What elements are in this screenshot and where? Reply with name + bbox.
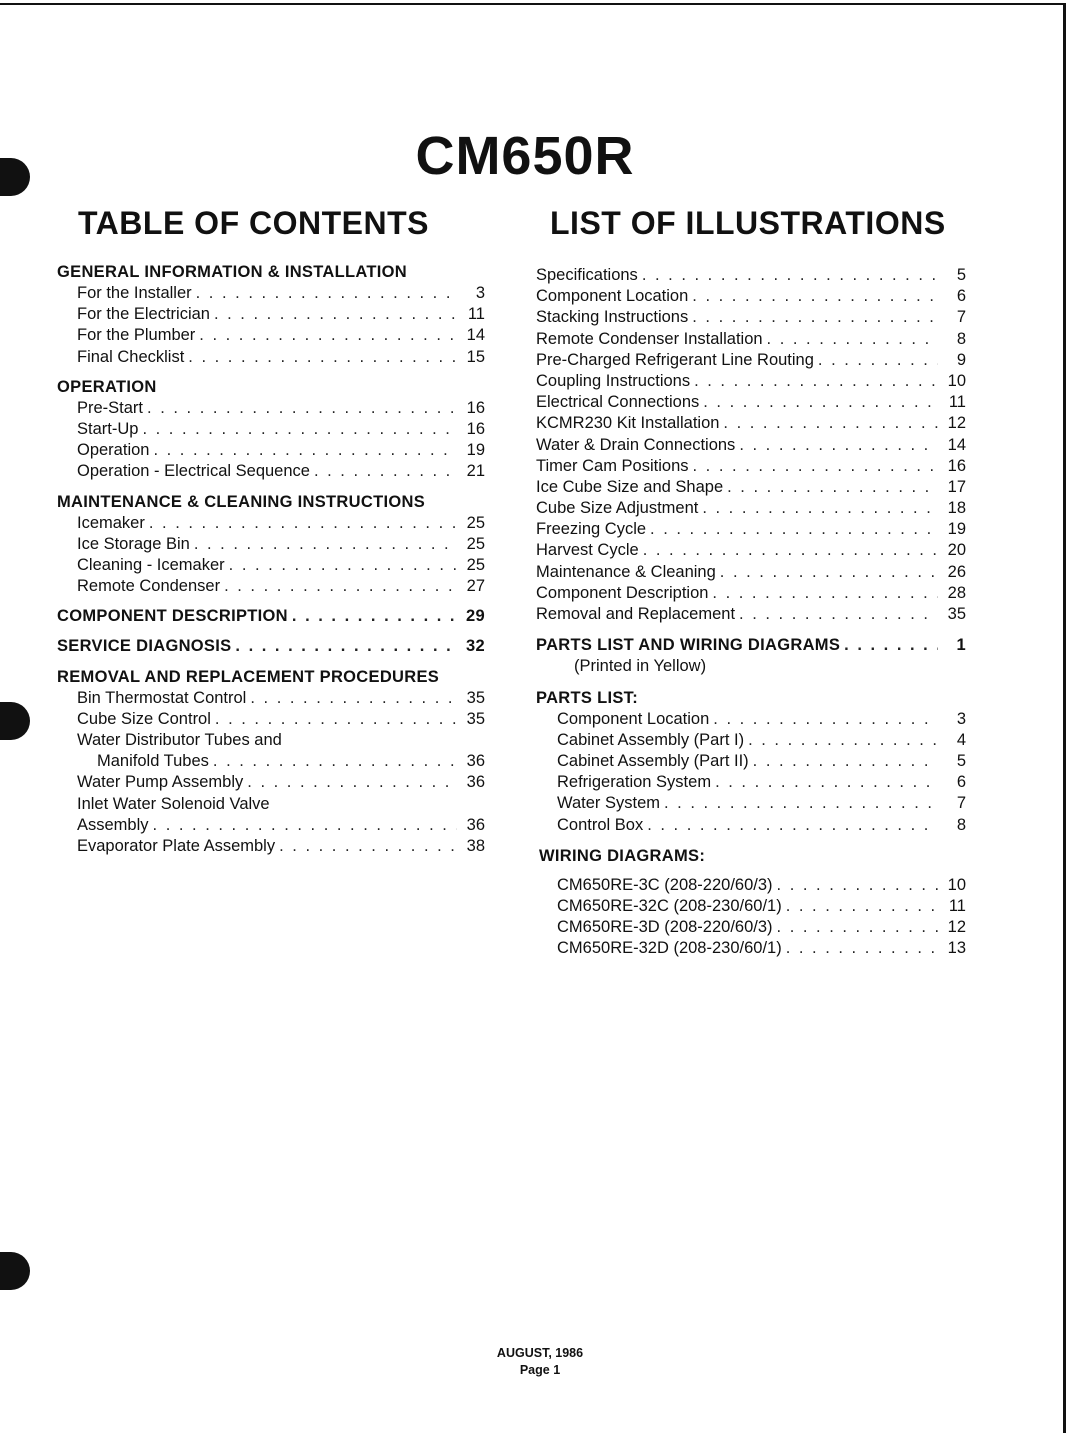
toc-entry-page: 29 (466, 607, 485, 626)
wiring-diagram-entry[interactable] (536, 875, 966, 896)
parts-list-label: Refrigeration System (557, 773, 712, 792)
toc-section-title: COMPONENT DESCRIPTION (57, 607, 288, 626)
toc-entry-label: Icemaker (77, 513, 145, 532)
toc-entry-label: Operation (77, 441, 150, 460)
dot-leader (711, 772, 938, 793)
toc-entry[interactable] (57, 772, 485, 793)
dot-leader (638, 265, 938, 286)
loi-entry[interactable] (536, 413, 966, 434)
page-title: CM650R (415, 126, 635, 186)
toc-entry-label: Manifold Tubes (97, 752, 209, 771)
loi-entry-label: Coupling Instructions (536, 371, 691, 390)
toc-entry-page: 11 (467, 305, 485, 324)
dot-leader (709, 709, 938, 730)
loi-entry[interactable] (536, 329, 966, 350)
toc-entry-page: 25 (466, 513, 485, 532)
toc-entry[interactable] (57, 325, 485, 346)
toc-entry[interactable] (57, 283, 485, 304)
wiring-diagram-label: CM650RE-3C (208-220/60/3) (557, 875, 773, 894)
loi-entry-label: Component Location (536, 287, 689, 306)
wiring-diagram-entry[interactable] (536, 938, 966, 959)
toc-entry[interactable] (57, 513, 485, 534)
dot-leader (735, 435, 938, 456)
dot-leader (723, 477, 938, 498)
dot-leader (195, 325, 457, 346)
toc-section-title: SERVICE DIAGNOSIS (57, 637, 232, 656)
dot-leader (773, 875, 938, 896)
loi-entry-page: 6 (956, 287, 966, 306)
parts-list-heading: PARTS LIST: (536, 688, 638, 707)
toc-entry-page: 15 (466, 347, 485, 366)
loi-entry-page: 35 (947, 605, 966, 623)
loi-entry-label: Remote Condenser Installation (536, 329, 763, 348)
dot-leader (211, 709, 457, 730)
dot-leader (646, 519, 938, 540)
dot-leader (145, 513, 457, 534)
toc-entry-page: 21 (466, 462, 485, 481)
toc-entry[interactable] (57, 688, 485, 709)
toc-entry[interactable] (57, 534, 485, 555)
parts-list-entry[interactable] (536, 751, 966, 772)
scan-border-right (1063, 3, 1066, 1433)
wiring-diagram-page: 12 (947, 918, 966, 937)
wiring-diagram-label: CM650RE-32D (208-230/60/1) (557, 939, 782, 958)
toc-entry-label: Assembly (77, 815, 149, 834)
toc-entry[interactable] (57, 347, 485, 368)
toc-entry[interactable] (57, 304, 485, 325)
dot-leader (143, 398, 457, 419)
loi-entry[interactable] (536, 604, 966, 625)
dot-leader (225, 555, 457, 576)
toc-entry-page: 36 (466, 773, 485, 792)
loi-entry-page: 1 (956, 636, 966, 655)
toc-entry[interactable] (57, 709, 485, 730)
parts-list-page: 5 (956, 751, 966, 770)
dot-leader (708, 583, 938, 604)
dot-leader (660, 793, 938, 814)
loi-entry-label: Specifications (536, 266, 638, 284)
dot-leader (246, 688, 457, 709)
toc-entry[interactable] (57, 751, 485, 772)
scan-border-top (0, 3, 1066, 5)
loi-entry-page: 28 (947, 583, 966, 602)
toc-entry-label[interactable]: Water Distributor Tubes and (77, 731, 282, 749)
loi-entry-label: KCMR230 Kit Installation (536, 414, 720, 433)
wiring-diagram-label: CM650RE-32C (208-230/60/1) (557, 896, 782, 915)
loi-entry[interactable] (536, 435, 966, 456)
toc-entry-page: 25 (466, 534, 485, 553)
toc-section-title: OPERATION (57, 377, 157, 396)
loi-entry-page: 26 (947, 562, 966, 581)
loi-entry-label: Stacking Instructions (536, 308, 689, 327)
dot-leader (719, 413, 938, 434)
loi-entry[interactable] (536, 540, 966, 561)
toc-entry-label: Final Checklist (77, 347, 185, 366)
loi-entry-page: 5 (956, 266, 966, 284)
wiring-diagram-page: 11 (948, 896, 966, 915)
toc-entry[interactable] (57, 576, 485, 597)
dot-leader (190, 534, 457, 555)
printed-in-yellow-note: (Printed in Yellow) (574, 657, 707, 676)
loi-section-title: PARTS LIST AND WIRING DIAGRAMS (536, 636, 841, 655)
toc-entry-label: For the Electrician (77, 305, 210, 324)
dot-leader (763, 329, 938, 350)
loi-entry-page: 17 (947, 477, 966, 496)
wiring-diagram-entry[interactable] (536, 917, 966, 938)
loi-entry-label: Removal and Replacement (536, 605, 736, 623)
toc-entry[interactable] (57, 461, 485, 482)
loi-entry[interactable] (536, 562, 966, 583)
footer-page-number: Page 1 (519, 1363, 561, 1377)
toc-entry-label: Start-Up (77, 419, 139, 438)
loi-entry-label: Maintenance & Cleaning (536, 562, 716, 581)
dot-leader (643, 815, 938, 836)
toc-entry-page: 25 (466, 555, 485, 574)
loi-entry-page: 14 (947, 435, 966, 454)
dot-leader (688, 286, 938, 307)
parts-list-entry[interactable] (536, 730, 966, 751)
parts-list-page: 7 (956, 794, 966, 813)
dot-leader (814, 350, 938, 371)
parts-list-label: Component Location (557, 709, 710, 728)
toc-entry[interactable] (57, 815, 485, 836)
parts-list-entry[interactable] (536, 815, 966, 836)
parts-list-page: 3 (956, 709, 966, 728)
loi-entry-page: 8 (956, 329, 966, 348)
loi-entry-label: Freezing Cycle (536, 520, 647, 539)
loi-entry-page: 20 (947, 541, 966, 560)
parts-list-page: 8 (956, 815, 966, 834)
toc-entry[interactable] (57, 398, 485, 419)
toc-entry-page: 36 (466, 815, 485, 834)
toc-entry[interactable] (57, 836, 485, 857)
toc-entry-label: Cleaning - Icemaker (77, 555, 225, 574)
toc-entry-page: 32 (466, 637, 485, 656)
toc-entry-label: Evaporator Plate Assembly (77, 836, 276, 855)
loi-entry-page: 10 (947, 371, 966, 390)
toc-entry-label: Ice Storage Bin (77, 534, 190, 553)
parts-list-entry[interactable] (536, 772, 966, 793)
toc-entry-page: 35 (466, 709, 485, 728)
dot-leader (749, 751, 938, 772)
dot-leader (689, 456, 938, 477)
toc-entry-label: Operation - Electrical Sequence (77, 462, 310, 481)
toc-column (57, 262, 485, 857)
parts-list-entry[interactable] (536, 709, 966, 730)
dot-leader (231, 636, 457, 657)
loi-entry-label: Component Description (536, 583, 709, 602)
dot-leader (698, 498, 938, 519)
loi-column (536, 265, 966, 959)
toc-entry-page: 35 (466, 688, 485, 707)
parts-list-label: Control Box (557, 815, 644, 834)
dot-leader (782, 938, 938, 959)
dot-leader (782, 896, 938, 917)
dot-leader (840, 635, 938, 656)
loi-entry-label: Electrical Connections (536, 393, 700, 412)
loi-entry[interactable] (536, 392, 966, 413)
toc-entry-label: Bin Thermostat Control (77, 688, 247, 707)
loi-entry-page: 7 (956, 308, 966, 327)
loi-parts-wiring-entry[interactable] (536, 635, 966, 656)
dot-leader (149, 440, 457, 461)
loi-heading: LIST OF ILLUSTRATIONS (550, 205, 946, 241)
dot-leader (310, 461, 457, 482)
loi-entry-page: 16 (947, 456, 966, 475)
footer-date: AUGUST, 1986 (496, 1346, 584, 1360)
loi-entry-page: 11 (948, 393, 966, 412)
toc-entry-page: 27 (466, 577, 485, 596)
parts-list-page: 4 (956, 730, 966, 749)
loi-entry-label: Cube Size Adjustment (536, 499, 699, 518)
loi-entry-label: Timer Cam Positions (536, 456, 689, 475)
dot-leader (149, 815, 457, 836)
dot-leader (735, 604, 938, 625)
loi-entry[interactable] (536, 350, 966, 371)
dot-leader (210, 304, 457, 325)
toc-entry-page: 38 (466, 836, 485, 855)
loi-entry[interactable] (536, 286, 966, 307)
parts-list-label: Cabinet Assembly (Part II) (557, 751, 749, 770)
loi-entry[interactable] (536, 477, 966, 498)
toc-section-entry[interactable] (57, 636, 485, 657)
toc-entry[interactable] (57, 419, 485, 440)
dot-leader (220, 576, 457, 597)
dot-leader (716, 562, 938, 583)
loi-entry-page: 18 (947, 499, 966, 518)
wiring-diagram-entry[interactable] (536, 896, 966, 917)
wiring-diagrams-heading: WIRING DIAGRAMS: (539, 846, 706, 865)
toc-section-title: GENERAL INFORMATION & INSTALLATION (57, 263, 407, 281)
toc-entry-label: Water Pump Assembly (77, 773, 244, 792)
toc-entry-label[interactable]: Inlet Water Solenoid Valve (77, 794, 270, 813)
dot-leader (699, 392, 938, 413)
dot-leader (688, 307, 938, 328)
parts-list-label: Cabinet Assembly (Part I) (557, 730, 745, 749)
loi-entry[interactable] (536, 371, 966, 392)
toc-entry-label: Pre-Start (77, 398, 144, 417)
wiring-diagram-page: 13 (947, 939, 966, 958)
loi-entry-label: Harvest Cycle (536, 541, 639, 560)
parts-list-entry[interactable] (536, 793, 966, 814)
dot-leader (243, 772, 457, 793)
toc-section-title: MAINTENANCE & CLEANING INSTRUCTIONS (57, 492, 425, 511)
dot-leader (744, 730, 938, 751)
toc-entry-label: Cube Size Control (77, 709, 211, 728)
toc-entry-label: For the Installer (77, 284, 192, 302)
toc-entry-page: 16 (466, 398, 485, 417)
dot-leader (184, 347, 457, 368)
toc-entry-page: 14 (466, 326, 485, 345)
page-footer (440, 1345, 640, 1379)
toc-entry-page: 19 (466, 441, 485, 460)
dot-leader (690, 371, 938, 392)
dot-leader (639, 540, 938, 561)
loi-entry[interactable] (536, 498, 966, 519)
toc-section-title: REMOVAL AND REPLACEMENT PROCEDURES (57, 667, 440, 686)
toc-entry[interactable] (57, 440, 485, 461)
loi-entry-page: 9 (956, 350, 966, 369)
dot-leader (773, 917, 938, 938)
dot-leader (138, 419, 457, 440)
loi-entry-page: 12 (947, 414, 966, 433)
dot-leader (192, 283, 457, 304)
loi-entry-label: Water & Drain Connections (536, 435, 736, 454)
dot-leader (275, 836, 457, 857)
loi-entry[interactable] (536, 265, 966, 286)
toc-section-entry[interactable] (57, 606, 485, 627)
loi-entry-page: 19 (947, 520, 966, 539)
toc-entry-label: For the Plumber (77, 326, 196, 345)
toc-entry[interactable] (57, 555, 485, 576)
toc-entry-label: Remote Condenser (77, 577, 221, 596)
parts-list-label: Water System (557, 794, 660, 813)
dot-leader (209, 751, 457, 772)
loi-entry-label: Pre-Charged Refrigerant Line Routing (536, 350, 814, 369)
toc-entry-page: 3 (475, 284, 485, 302)
loi-entry-label: Ice Cube Size and Shape (536, 477, 724, 496)
binder-hole-bottom (0, 1252, 30, 1290)
parts-list-page: 6 (956, 773, 966, 792)
toc-entry-page: 36 (466, 752, 485, 771)
toc-entry-page: 16 (466, 419, 485, 438)
wiring-diagram-label: CM650RE-3D (208-220/60/3) (557, 918, 773, 937)
loi-entry[interactable] (536, 456, 966, 477)
loi-entry[interactable] (536, 519, 966, 540)
toc-heading: TABLE OF CONTENTS (78, 205, 429, 241)
loi-entry[interactable] (536, 307, 966, 328)
dot-leader (288, 606, 457, 627)
loi-entry[interactable] (536, 583, 966, 604)
binder-hole-middle (0, 702, 30, 740)
wiring-diagram-page: 10 (947, 875, 966, 894)
